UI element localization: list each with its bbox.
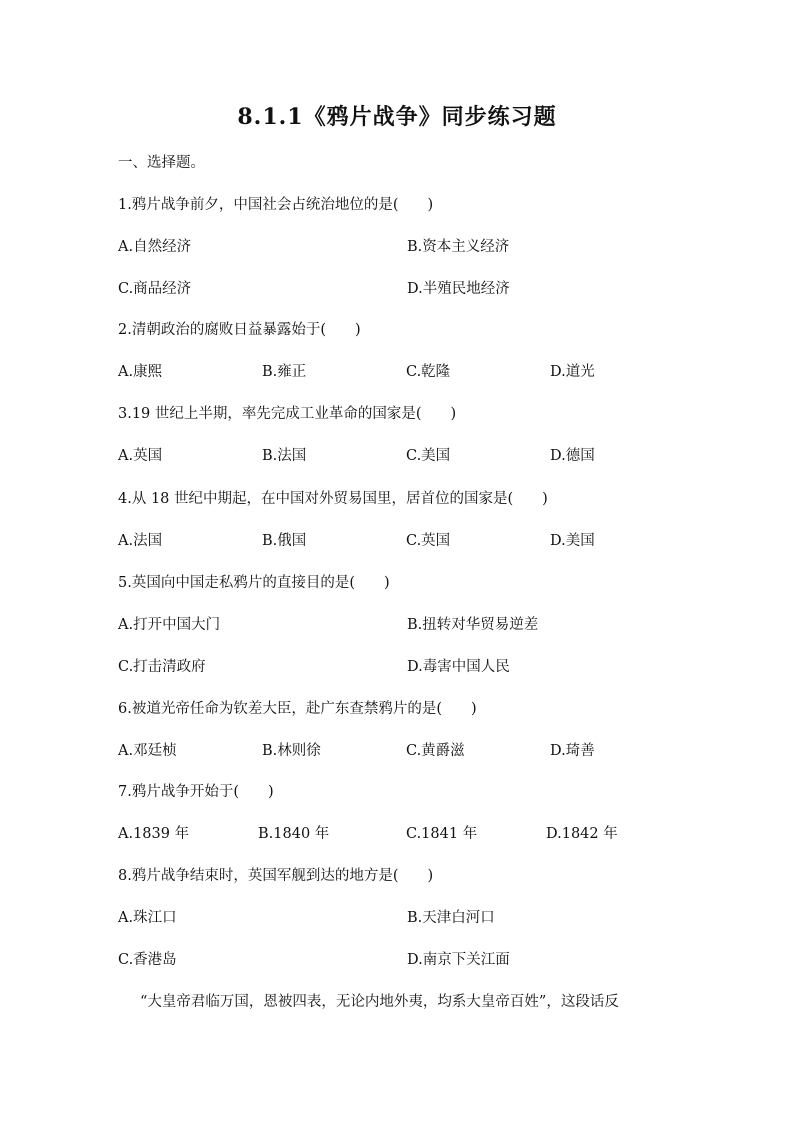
- option: A.自然经济: [118, 239, 192, 255]
- option: B.天津白河口: [407, 910, 495, 926]
- question-stem: 6.被道光帝任命为钦差大臣，赴广东查禁鸦片的是( ): [118, 701, 477, 717]
- option: B.资本主义经济: [407, 239, 510, 255]
- option: A.邓廷桢: [118, 743, 177, 759]
- option: C.乾隆: [406, 364, 451, 380]
- question-stem: 2.清朝政治的腐败日益暴露始于( ): [118, 322, 361, 338]
- question-stem: 5.英国向中国走私鸦片的直接目的是( ): [118, 575, 390, 591]
- paragraph: “大皇帝君临万国，恩被四表，无论内地外夷，均系大皇帝百姓”，这段话反: [140, 994, 619, 1010]
- option: D.南京下关江面: [407, 952, 510, 968]
- option: B.俄国: [262, 533, 307, 549]
- option: D.琦善: [550, 743, 595, 759]
- option: C.美国: [406, 448, 451, 464]
- option: A.珠江口: [118, 910, 177, 926]
- option: A.打开中国大门: [118, 617, 221, 633]
- option: D.1842 年: [546, 826, 618, 842]
- option: A.英国: [118, 448, 163, 464]
- section-heading: 一、选择题。: [118, 155, 205, 171]
- question-stem: 8.鸦片战争结束时，英国军舰到达的地方是( ): [118, 868, 434, 884]
- page-title: 8.1.1《鸦片战争》同步练习题: [237, 104, 557, 130]
- question-stem: 7.鸦片战争开始于( ): [118, 784, 274, 800]
- option: D.美国: [550, 533, 595, 549]
- option: B.林则徐: [262, 743, 321, 759]
- question-stem: 1.鸦片战争前夕，中国社会占统治地位的是( ): [118, 197, 434, 213]
- option: C.黄爵滋: [406, 743, 465, 759]
- option: B.1840 年: [258, 826, 330, 842]
- option: A.康熙: [118, 364, 163, 380]
- option: C.商品经济: [118, 281, 192, 297]
- option: D.道光: [550, 364, 595, 380]
- option: B.法国: [262, 448, 307, 464]
- option: D.德国: [550, 448, 595, 464]
- option: C.1841 年: [406, 826, 478, 842]
- option: A.1839 年: [118, 826, 190, 842]
- option: C.英国: [406, 533, 451, 549]
- option: B.扭转对华贸易逆差: [407, 617, 539, 633]
- option: D.半殖民地经济: [407, 281, 510, 297]
- question-stem: 4.从 18 世纪中期起，在中国对外贸易国里，居首位的国家是( ): [118, 491, 548, 507]
- option: C.打击清政府: [118, 659, 206, 675]
- option: D.毒害中国人民: [407, 659, 510, 675]
- question-stem: 3.19 世纪上半期，率先完成工业革命的国家是( ): [118, 406, 457, 422]
- option: B.雍正: [262, 364, 307, 380]
- option: C.香港岛: [118, 952, 177, 968]
- option: A.法国: [118, 533, 163, 549]
